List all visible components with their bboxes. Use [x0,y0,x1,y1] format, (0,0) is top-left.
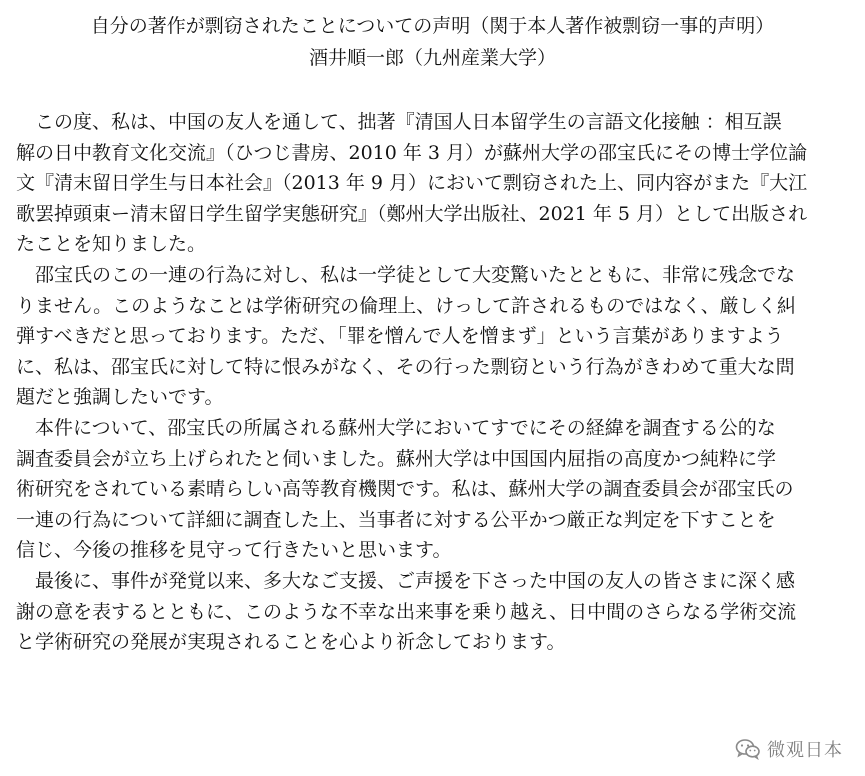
paragraph-line: 一連の行為について詳細に調査した上、当事者に対する公平かつ厳正な判定を下すことを [16,508,776,531]
watermark-text: 微观日本 [767,740,843,761]
paragraph-line: 邵宝氏のこの一連の行為に対し、私は一学徒として大変驚いたとともに、非常に残念でな [35,263,796,286]
paragraph-2 [16,260,849,413]
paragraph-line: 題だと強調したいです。 [16,386,224,409]
paragraph-line: りません。このようなことは学術研究の倫理上、けっして許されるものではなく、厳しく糾 [16,294,796,317]
paragraph-line: に、私は、邵宝氏に対して特に恨みがなく、その行った剽窃という行為がきわめて重大な問 [16,355,795,378]
paragraph-line: 解の日中教育文化交流』（ひつじ書房、2010 年 3 月）が蘇州大学の邵宝氏にその博士学位論 [16,141,808,164]
paragraph-4 [16,566,849,658]
watermark [735,736,843,762]
paragraph-line: 調査委員会が立ち上げられたと伺いました。蘇州大学は中国国内屈指の高度かつ純粋に学 [16,447,777,470]
paragraph-line: 歌罢掉頭東ー清末留日学生留学実態研究』（鄭州大学出版社、2021 年 5 月）として出版され [16,202,808,225]
paragraph-line: 術研究をされている素晴らしい高等教育機関です。私は、蘇州大学の調査委員会が邵宝氏の [16,478,794,501]
paragraph-line: 信じ、今後の推移を見守って行きたいと思います。 [16,539,452,562]
paragraph-line: 弾すべきだと思っております。ただ、「罪を憎んで人を憎まず」という言葉がありますよう [16,325,784,348]
paragraph-line: 最後に、事件が発覚以来、多大なご支援、ご声援を下さった中国の友人の皆さまに深く感 [35,569,796,592]
paragraph-line: 本件について、邵宝氏の所属される蘇州大学においてすでにその経緯を調査する公的な [35,416,776,439]
paragraph-line: 文『清末留日学生与日本社会』（2013 年 9 月）において剽窃された上、同内容がまた『大江 [16,172,808,195]
document-author: 酒井順一郎（九州産業大学） [308,47,556,69]
paragraph-1 [16,107,849,260]
paragraph-3 [16,413,849,566]
document-title: 自分の著作が剽窃されたことについての声明（関于本人著作被剽窃一事的声明） [90,15,775,37]
paragraph-line: たことを知りました。 [16,233,207,256]
document-body [16,107,849,658]
wechat-icon [735,738,761,760]
paragraph-line: 謝の意を表するとともに、このような不幸な出来事を乗り越え、日中間のさらなる学術交流 [16,600,797,623]
paragraph-line: と学術研究の発展が実現されることを心より祈念しております。 [16,631,566,654]
paragraph-line: この度、私は、中国の友人を通して、拙著『清国人日本留学生の言語文化接触 ：相互誤 [35,111,782,133]
